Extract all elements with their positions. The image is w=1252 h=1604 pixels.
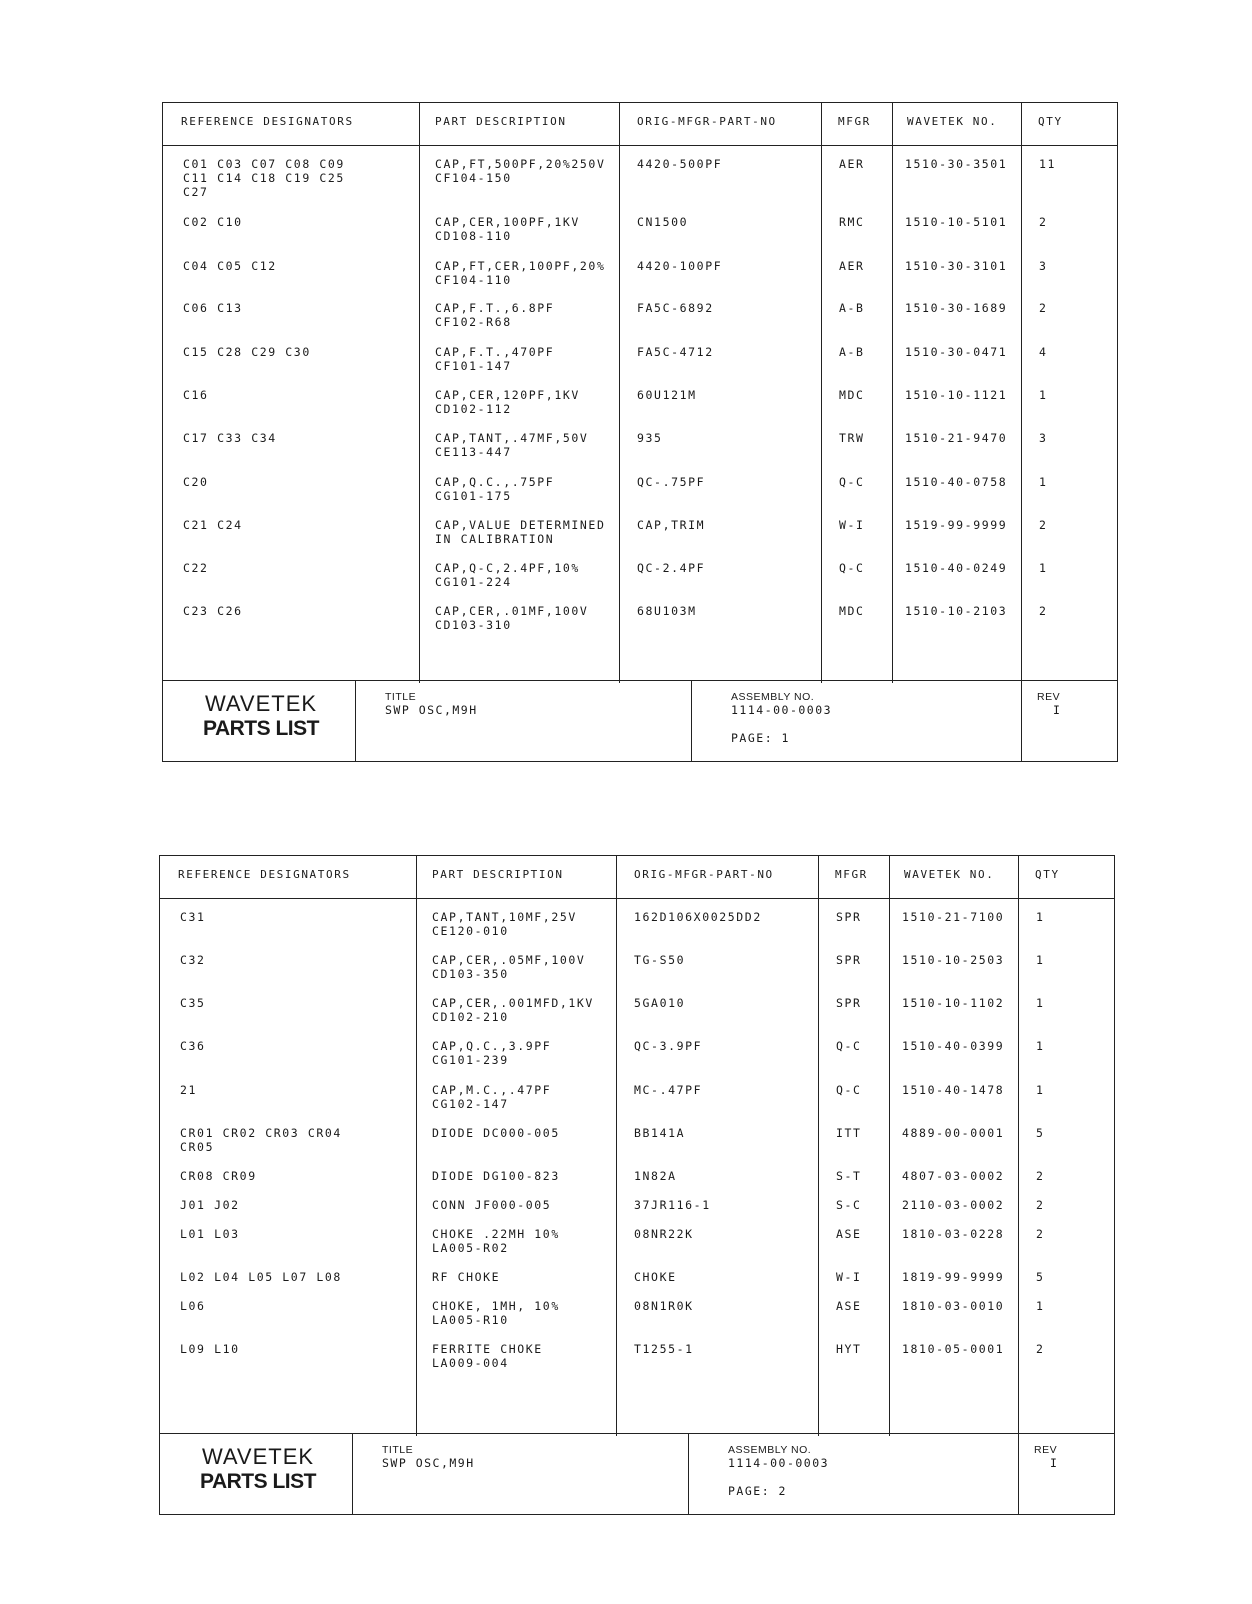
part-description: CAP,FT,CER,100PF,20% CF104-110 [435, 259, 606, 287]
wavetek-no: 1819-99-9999 [902, 1270, 1005, 1284]
qty: 1 [1036, 1299, 1045, 1313]
qty: 1 [1039, 475, 1048, 489]
mfgr: AER [839, 157, 865, 171]
table-row [160, 1083, 1114, 1123]
ref-designators: C04 C05 C12 [183, 259, 277, 273]
table-row [163, 388, 1117, 428]
ref-designators: C16 [183, 388, 209, 402]
ref-designators: C21 C24 [183, 518, 243, 532]
orig-part-no: 08N1R0K [634, 1299, 694, 1313]
wavetek-no: 1510-30-3501 [905, 157, 1008, 171]
table-row [160, 996, 1114, 1036]
table-row [160, 910, 1114, 950]
part-description: FERRITE CHOKE LA009-004 [432, 1342, 543, 1370]
assembly-number: 1114-00-0003 [728, 1456, 830, 1470]
title-block-divider [352, 1434, 353, 1514]
title-block [160, 1433, 1114, 1514]
orig-part-no: 4420-500PF [637, 157, 723, 171]
ref-designators: C01 C03 C07 C08 C09 C11 C14 C18 C19 C25 C27 [183, 157, 345, 199]
assembly-title: SWP OSC,M9H [385, 703, 478, 717]
qty: 1 [1036, 910, 1045, 924]
wavetek-no: 4889-00-0001 [902, 1126, 1005, 1140]
part-description: DIODE DC000-005 [432, 1126, 560, 1140]
brand-name: WAVETEK [201, 1444, 315, 1469]
qty: 2 [1036, 1169, 1045, 1183]
title-block-divider [691, 681, 692, 761]
mfgr: SPR [836, 996, 862, 1010]
part-description: CAP,M.C.,.47PF CG102-147 [432, 1083, 552, 1111]
col-mfgr: MFGR [838, 115, 871, 128]
ref-designators: C20 [183, 475, 209, 489]
part-description: CHOKE, 1MH, 10% LA005-R10 [432, 1299, 560, 1327]
table-row [160, 1342, 1114, 1382]
col-wavetek-no: WAVETEK NO. [904, 868, 995, 881]
wavetek-no: 1510-21-7100 [902, 910, 1005, 924]
col-reference-designators: REFERENCE DESIGNATORS [181, 115, 354, 128]
mfgr: W-I [839, 518, 865, 532]
qty: 2 [1036, 1342, 1045, 1356]
mfgr: ASE [836, 1227, 862, 1241]
wavetek-no: 1510-10-1102 [902, 996, 1005, 1010]
brand-name: WAVETEK [204, 691, 318, 716]
part-description: CAP,VALUE DETERMINED IN CALIBRATION [435, 518, 606, 546]
ref-designators: C31 [180, 910, 206, 924]
qty: 3 [1039, 259, 1048, 273]
assembly-no-label: ASSEMBLY NO. [731, 691, 815, 703]
col-qty: QTY [1035, 868, 1060, 881]
qty: 1 [1036, 996, 1045, 1010]
ref-designators: CR01 CR02 CR03 CR04 CR05 [180, 1126, 342, 1154]
orig-part-no: TG-S50 [634, 953, 686, 967]
mfgr: HYT [836, 1342, 862, 1356]
parts-list-sheet-1 [162, 102, 1118, 762]
qty: 2 [1039, 518, 1048, 532]
rev-label: REV [1034, 1444, 1058, 1456]
mfgr: S-T [836, 1169, 862, 1183]
mfgr: MDC [839, 604, 865, 618]
wavetek-no: 2110-03-0002 [902, 1198, 1005, 1212]
title-block-divider [355, 681, 356, 761]
ref-designators: L09 L10 [180, 1342, 240, 1356]
wavetek-no: 1510-30-1689 [905, 301, 1008, 315]
part-description: CAP,Q-C,2.4PF,10% CG101-224 [435, 561, 580, 589]
mfgr: Q-C [836, 1039, 862, 1053]
part-description: CAP,CER,100PF,1KV CD108-110 [435, 215, 580, 243]
parts-table-body [160, 898, 1114, 1436]
col-part-description: PART DESCRIPTION [432, 868, 564, 881]
wavetek-no: 1510-10-2503 [902, 953, 1005, 967]
wavetek-no: 1510-30-0471 [905, 345, 1008, 359]
qty: 2 [1039, 215, 1048, 229]
col-mfgr: MFGR [835, 868, 868, 881]
col-part-description: PART DESCRIPTION [435, 115, 567, 128]
orig-part-no: 1N82A [634, 1169, 677, 1183]
col-orig-mfgr-part-no: ORIG-MFGR-PART-NO [637, 115, 777, 128]
orig-part-no: 37JR116-1 [634, 1198, 711, 1212]
part-description: RF CHOKE [432, 1270, 501, 1284]
mfgr: TRW [839, 431, 865, 445]
orig-part-no: 68U103M [637, 604, 697, 618]
part-description: CAP,CER,.001MFD,1KV CD102-210 [432, 996, 594, 1024]
rev-label: REV [1037, 691, 1061, 703]
wavetek-no: 1510-21-9470 [905, 431, 1008, 445]
orig-part-no: 5GA010 [634, 996, 686, 1010]
parts-list-sheet-2 [159, 855, 1115, 1515]
mfgr: Q-C [836, 1083, 862, 1097]
page-number: PAGE: 2 [728, 1484, 787, 1498]
parts-table-body [163, 145, 1117, 683]
qty: 2 [1039, 301, 1048, 315]
qty: 1 [1036, 1039, 1045, 1053]
wavetek-no: 4807-03-0002 [902, 1169, 1005, 1183]
part-description: CAP,CER,.05MF,100V CD103-350 [432, 953, 586, 981]
document-type: PARTS LIST [203, 717, 319, 740]
qty: 2 [1039, 604, 1048, 618]
part-description: CAP,TANT,.47MF,50V CE113-447 [435, 431, 589, 459]
column-header-row [160, 856, 1114, 899]
orig-part-no: BB141A [634, 1126, 686, 1140]
qty: 2 [1036, 1198, 1045, 1212]
part-description: CAP,Q.C.,.75PF CG101-175 [435, 475, 555, 503]
mfgr: W-I [836, 1270, 862, 1284]
ref-designators: L02 L04 L05 L07 L08 [180, 1270, 342, 1284]
ref-designators: J01 J02 [180, 1198, 240, 1212]
qty: 3 [1039, 431, 1048, 445]
title-block-divider [1021, 681, 1022, 761]
table-row [163, 157, 1117, 197]
orig-part-no: 162D106X0025DD2 [634, 910, 762, 924]
part-description: CONN JF000-005 [432, 1198, 552, 1212]
mfgr: SPR [836, 953, 862, 967]
qty: 5 [1036, 1126, 1045, 1140]
wavetek-no: 1510-40-0758 [905, 475, 1008, 489]
title-label: TITLE [385, 691, 417, 703]
mfgr: A-B [839, 301, 865, 315]
orig-part-no: 60U121M [637, 388, 697, 402]
part-description: CAP,CER,120PF,1KV CD102-112 [435, 388, 580, 416]
wavetek-no: 1810-03-0010 [902, 1299, 1005, 1313]
wavetek-no: 1510-10-1121 [905, 388, 1008, 402]
part-description: CAP,TANT,10MF,25V CE120-010 [432, 910, 577, 938]
ref-designators: L01 L03 [180, 1227, 240, 1241]
part-description: CAP,F.T.,6.8PF CF102-R68 [435, 301, 555, 329]
revision: I [1050, 1456, 1059, 1470]
mfgr: A-B [839, 345, 865, 359]
qty: 11 [1039, 157, 1057, 171]
revision: I [1053, 703, 1062, 717]
wavetek-logo [163, 681, 359, 761]
ref-designators: C32 [180, 953, 206, 967]
part-description: CAP,CER,.01MF,100V CD103-310 [435, 604, 589, 632]
col-orig-mfgr-part-no: ORIG-MFGR-PART-NO [634, 868, 774, 881]
qty: 5 [1036, 1270, 1045, 1284]
mfgr: ASE [836, 1299, 862, 1313]
part-description: CAP,Q.C.,3.9PF CG101-239 [432, 1039, 552, 1067]
wavetek-no: 1519-99-9999 [905, 518, 1008, 532]
mfgr: AER [839, 259, 865, 273]
orig-part-no: 08NR22K [634, 1227, 694, 1241]
orig-part-no: FA5C-4712 [637, 345, 714, 359]
part-description: DIODE DG100-823 [432, 1169, 560, 1183]
ref-designators: C22 [183, 561, 209, 575]
qty: 1 [1036, 1083, 1045, 1097]
col-qty: QTY [1038, 115, 1063, 128]
table-row [163, 518, 1117, 558]
table-row [163, 301, 1117, 341]
part-description: CAP,F.T.,470PF CF101-147 [435, 345, 555, 373]
table-row [163, 475, 1117, 515]
table-row [160, 1299, 1114, 1339]
orig-part-no: FA5C-6892 [637, 301, 714, 315]
table-row [163, 604, 1117, 644]
ref-designators: C02 C10 [183, 215, 243, 229]
wavetek-no: 1510-40-1478 [902, 1083, 1005, 1097]
part-description: CHOKE .22MH 10% LA005-R02 [432, 1227, 560, 1255]
mfgr: ITT [836, 1126, 862, 1140]
ref-designators: C15 C28 C29 C30 [183, 345, 311, 359]
title-block-divider [1018, 1434, 1019, 1514]
table-row [163, 561, 1117, 601]
table-row [163, 215, 1117, 255]
orig-part-no: 935 [637, 431, 663, 445]
wavetek-no: 1510-10-5101 [905, 215, 1008, 229]
ref-designators: CR08 CR09 [180, 1169, 257, 1183]
ref-designators: C17 C33 C34 [183, 431, 277, 445]
orig-part-no: MC-.47PF [634, 1083, 703, 1097]
wavetek-no: 1510-10-2103 [905, 604, 1008, 618]
orig-part-no: QC-2.4PF [637, 561, 706, 575]
document-type: PARTS LIST [200, 1470, 316, 1493]
ref-designators: C35 [180, 996, 206, 1010]
title-block-divider [688, 1434, 689, 1514]
table-row [160, 1039, 1114, 1079]
ref-designators: 21 [180, 1083, 198, 1097]
table-row [163, 345, 1117, 385]
mfgr: S-C [836, 1198, 862, 1212]
table-row [160, 1227, 1114, 1267]
wavetek-no: 1510-40-0249 [905, 561, 1008, 575]
wavetek-no: 1510-40-0399 [902, 1039, 1005, 1053]
ref-designators: L06 [180, 1299, 206, 1313]
orig-part-no: QC-.75PF [637, 475, 706, 489]
ref-designators: C06 C13 [183, 301, 243, 315]
assembly-number: 1114-00-0003 [731, 703, 833, 717]
column-header-row [163, 103, 1117, 146]
assembly-title: SWP OSC,M9H [382, 1456, 475, 1470]
col-reference-designators: REFERENCE DESIGNATORS [178, 868, 351, 881]
title-label: TITLE [382, 1444, 414, 1456]
part-description: CAP,FT,500PF,20%250V CF104-150 [435, 157, 606, 185]
qty: 1 [1039, 388, 1048, 402]
orig-part-no: T1255-1 [634, 1342, 694, 1356]
col-wavetek-no: WAVETEK NO. [907, 115, 998, 128]
orig-part-no: 4420-100PF [637, 259, 723, 273]
mfgr: SPR [836, 910, 862, 924]
orig-part-no: QC-3.9PF [634, 1039, 703, 1053]
page-number: PAGE: 1 [731, 731, 790, 745]
mfgr: MDC [839, 388, 865, 402]
wavetek-no: 1510-30-3101 [905, 259, 1008, 273]
qty: 1 [1039, 561, 1048, 575]
qty: 2 [1036, 1227, 1045, 1241]
orig-part-no: CAP,TRIM [637, 518, 706, 532]
table-row [163, 431, 1117, 471]
qty: 4 [1039, 345, 1048, 359]
wavetek-no: 1810-05-0001 [902, 1342, 1005, 1356]
wavetek-logo [160, 1434, 356, 1514]
mfgr: Q-C [839, 561, 865, 575]
table-row [160, 1126, 1114, 1166]
mfgr: Q-C [839, 475, 865, 489]
qty: 1 [1036, 953, 1045, 967]
title-block [163, 680, 1117, 761]
wavetek-no: 1810-03-0228 [902, 1227, 1005, 1241]
orig-part-no: CN1500 [637, 215, 689, 229]
ref-designators: C23 C26 [183, 604, 243, 618]
table-row [160, 953, 1114, 993]
ref-designators: C36 [180, 1039, 206, 1053]
mfgr: RMC [839, 215, 865, 229]
table-row [163, 259, 1117, 299]
orig-part-no: CHOKE [634, 1270, 677, 1284]
assembly-no-label: ASSEMBLY NO. [728, 1444, 812, 1456]
